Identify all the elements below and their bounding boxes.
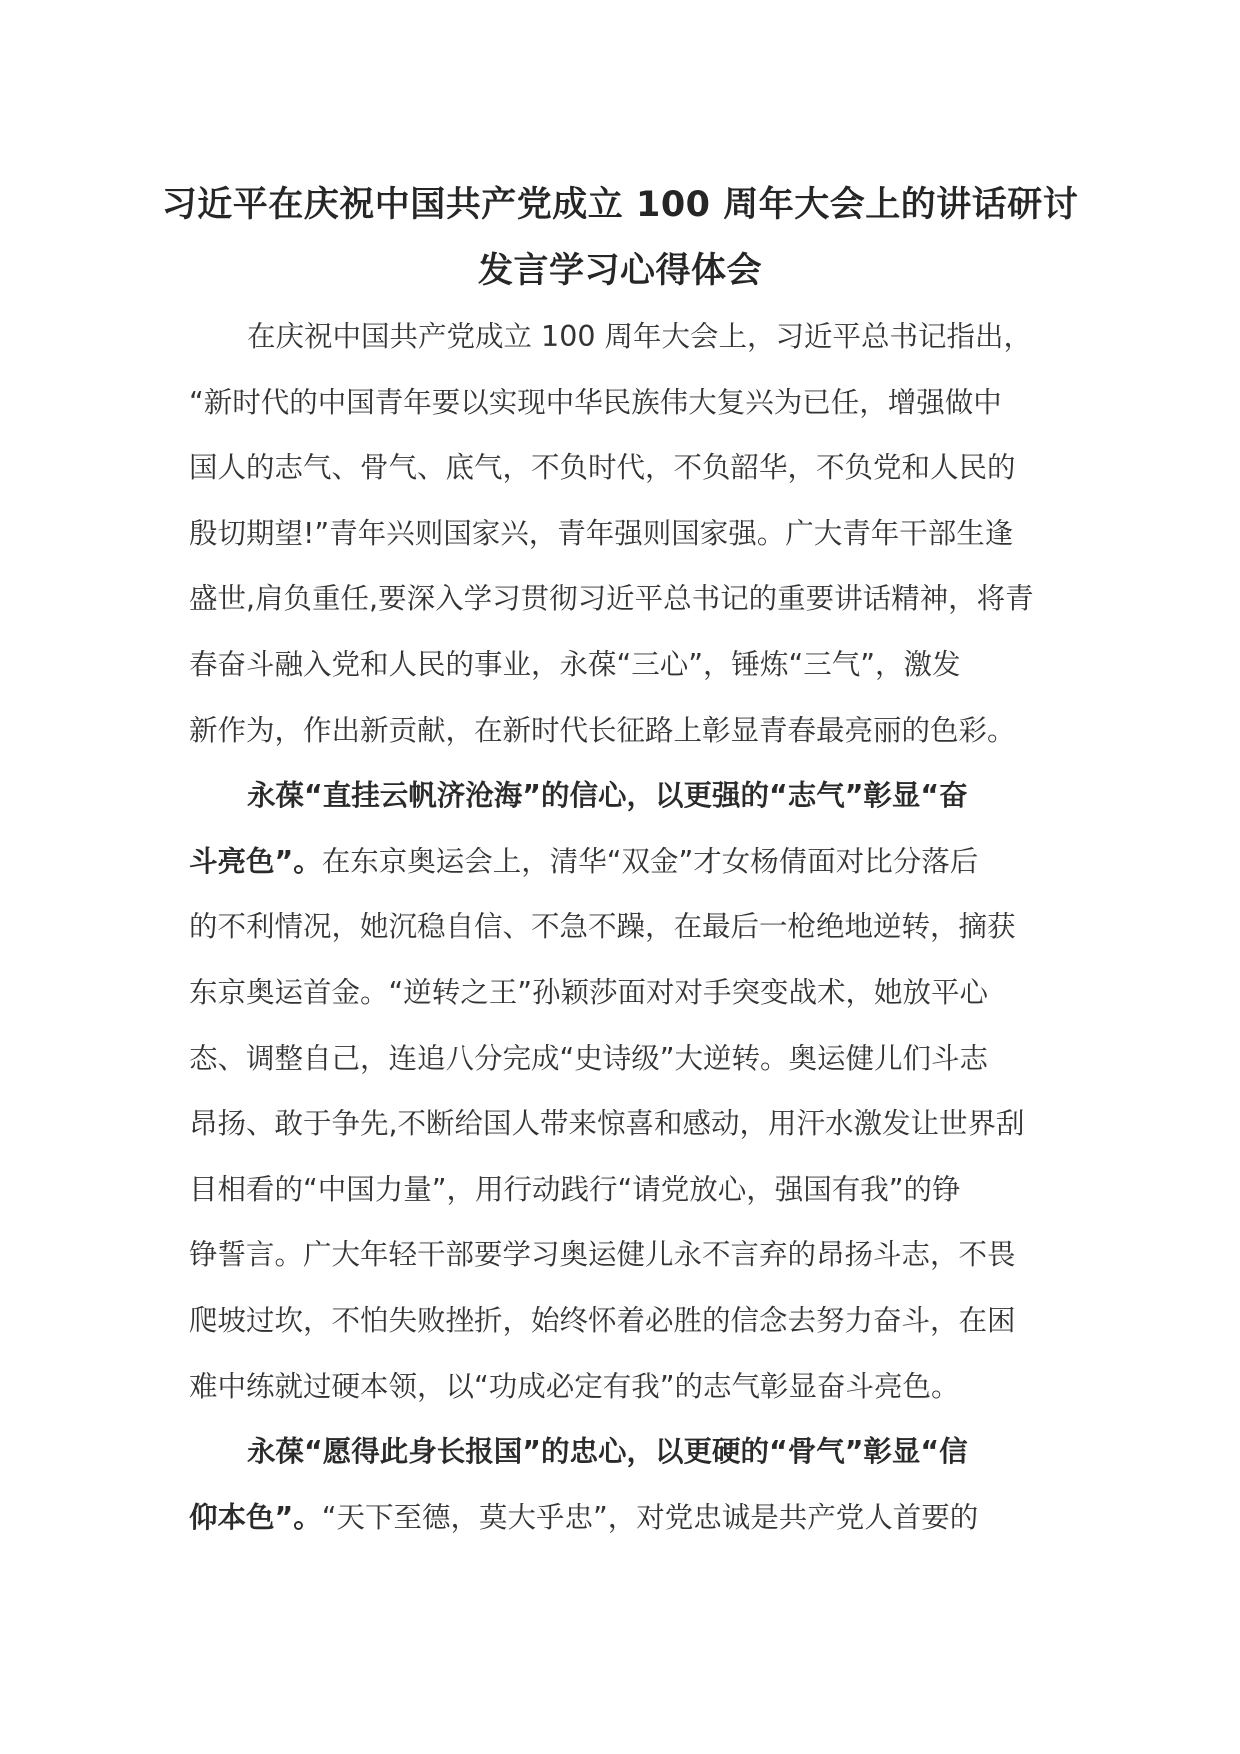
bold-heading-text: 仰本色”。 — [189, 1500, 322, 1534]
body-line — [189, 566, 1069, 632]
body-text-segment: 在东京奥运会上，清华“双金”才女杨倩面对比分落后 — [321, 844, 979, 878]
body-text-segment: 目相看的“中国力量”，用行动践行“请党放心，强国有我”的铮 — [189, 1172, 961, 1206]
body-text-segment: 新作为，作出新贡献，在新时代长征路上彰显青春最亮丽的色彩。 — [189, 713, 1016, 747]
bold-heading-text: 永葆“愿得此身长报国”的忠心，以更硬的“骨气”彰显“信 — [247, 1435, 968, 1469]
body-line — [189, 435, 1069, 501]
body-line — [189, 1485, 1069, 1551]
body-text-segment: “新时代的中国青年要以实现中华民族伟大复兴为已任，增强做中 — [189, 385, 1002, 419]
body-text-segment: 的不利情况，她沉稳自信、不急不躁，在最后一枪绝地逆转，摘获 — [189, 910, 1016, 944]
body-text-segment: 东京奥运首金。“逆转之王”孙颖莎面对对手突变战术，她放平心 — [189, 975, 989, 1009]
body-line — [189, 1419, 1069, 1485]
body-text-segment: 昂扬、敢于争先,不断给国人带来惊喜和感动，用汗水激发让世界刮 — [189, 1107, 1025, 1141]
body-text-segment: 爬坡过坎，不怕失败挫折，始终怀着必胜的信念去努力奋斗，在困 — [189, 1303, 1016, 1337]
title-line-1: 习近平在庆祝中国共产党成立 100 周年大会上的讲话研讨 — [161, 185, 1079, 225]
body-text-segment: 在庆祝中国共产党成立 100 周年大会上，习近平总书记指出， — [247, 320, 1033, 353]
body-text-segment: 国人的志气、骨气、底气，不负时代，不负韶华，不负党和人民的 — [189, 451, 1016, 485]
document-body — [189, 304, 1069, 1550]
bold-heading-text: 永葆“直挂云帆济沧海”的信心，以更强的“志气”彰显“奋 — [247, 779, 968, 813]
body-text-segment: 铮誓言。广大年轻干部要学习奥运健儿永不言弃的昂扬斗志，不畏 — [189, 1238, 1016, 1272]
body-line — [189, 763, 1069, 829]
body-line — [189, 632, 1069, 698]
body-line — [189, 501, 1069, 567]
document-title — [150, 172, 1090, 304]
body-line — [189, 698, 1069, 764]
body-line — [189, 894, 1069, 960]
body-line — [189, 1354, 1069, 1420]
body-line — [189, 1091, 1069, 1157]
body-text-segment: 态、调整自己，连追八分完成“史诗级”大逆转。奥运健儿们斗志 — [189, 1041, 989, 1075]
body-line — [189, 829, 1069, 895]
body-line — [189, 1288, 1069, 1354]
body-text-segment: 盛世,肩负重任,要深入学习贯彻习近平总书记的重要讲话精神，将青 — [189, 582, 1034, 616]
body-text-segment: 殷切期望!”青年兴则国家兴，青年强则国家强。广大青年干部生逢 — [189, 516, 1014, 550]
body-line — [189, 1157, 1069, 1223]
body-text-segment: “天下至德，莫大乎忠”，对党忠诚是共产党人首要的 — [321, 1500, 979, 1534]
title-line-2: 发言学习心得体会 — [477, 251, 762, 291]
body-text-segment: 春奋斗融入党和人民的事业，永葆“三心”，锤炼“三气”，激发 — [189, 647, 961, 681]
body-text-segment: 难中练就过硬本领，以“功成必定有我”的志气彰显奋斗亮色。 — [189, 1369, 960, 1403]
body-line — [189, 960, 1069, 1026]
bold-heading-text: 斗亮色”。 — [189, 844, 322, 878]
body-line — [189, 370, 1069, 436]
body-line — [189, 304, 1069, 370]
body-line — [189, 1222, 1069, 1288]
body-line — [189, 1026, 1069, 1092]
